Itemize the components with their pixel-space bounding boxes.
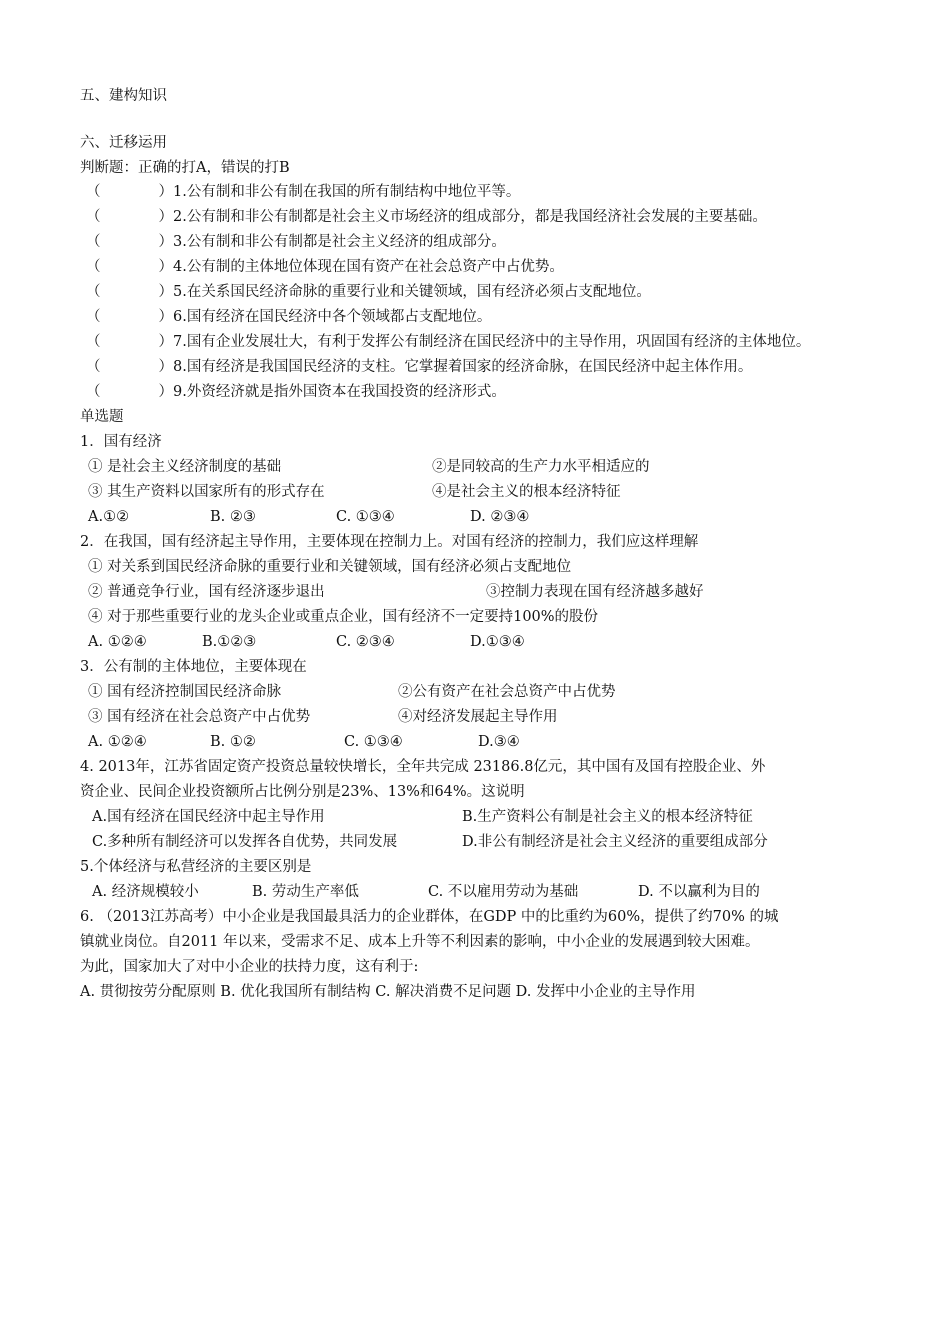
q3-statement-3: ③ 国有经济在社会总资产中占优势 <box>88 709 311 725</box>
tf-item-5: （ ）5.在关系国民经济命脉的重要行业和关键领域，国有经济必须占支配地位。 <box>86 284 651 300</box>
tf-item-1: （ ）1.公有制和非公有制在我国的所有制结构中地位平等。 <box>86 184 521 200</box>
q4-stem-line-1: 4. 2013年，江苏省固定资产投资总量较快增长，全年共完成 23186.8亿元，其中国有及国有控股企业、外 <box>80 759 766 775</box>
q3-option-b[interactable]: B. ①② <box>210 734 256 750</box>
tf-item-2: （ ）2.公有制和非公有制都是社会主义市场经济的组成部分，都是我国经济社会发展的主要基础。 <box>86 209 767 225</box>
q1-statement-4: ④是社会主义的根本经济特征 <box>432 484 621 500</box>
q2-statement-4: ④ 对于那些重要行业的龙头企业或重点企业，国有经济不一定要持100%的股份 <box>88 609 599 625</box>
q4-option-b[interactable]: B.生产资料公有制是社会主义的根本经济特征 <box>462 809 753 825</box>
q6-stem-line-2: 镇就业岗位。自2011 年以来，受需求不足、成本上升等不利因素的影响，中小企业的发展遇到较大困难。 <box>80 934 760 950</box>
q4-stem-line-2: 资企业、民间企业投资额所占比例分别是23%、13%和64%。这说明 <box>80 784 525 800</box>
q5-option-d[interactable]: D. 不以赢利为目的 <box>638 884 760 900</box>
q2-statement-2: ② 普通竞争行业，国有经济逐步退出 <box>88 584 325 600</box>
q3-option-c[interactable]: C. ①③④ <box>344 734 403 750</box>
tf-item-9: （ ）9.外资经济就是指外国资本在我国投资的经济形式。 <box>86 384 506 400</box>
q3-statement-2: ②公有资产在社会总资产中占优势 <box>398 684 616 700</box>
q4-option-c[interactable]: C.多种所有制经济可以发挥各自优势，共同发展 <box>92 834 398 850</box>
section-five-heading: 五、建构知识 <box>80 88 167 104</box>
q2-statement-1: ① 对关系到国民经济命脉的重要行业和关键领域，国有经济必须占支配地位 <box>88 559 572 575</box>
q5-option-b[interactable]: B. 劳动生产率低 <box>252 884 359 900</box>
section-six-heading: 六、迁移运用 <box>80 135 167 151</box>
q2-statement-3: ③控制力表现在国有经济越多越好 <box>486 584 704 600</box>
single-choice-heading: 单选题 <box>80 409 124 425</box>
q1-option-b[interactable]: B. ②③ <box>210 509 256 525</box>
tf-item-4: （ ）4.公有制的主体地位体现在国有资产在社会总资产中占优势。 <box>86 259 564 275</box>
q2-option-a[interactable]: A. ①②④ <box>88 634 147 650</box>
q1-option-c[interactable]: C. ①③④ <box>336 509 395 525</box>
q1-option-a[interactable]: A.①② <box>88 509 130 525</box>
q1-statement-2: ②是同较高的生产力水平相适应的 <box>432 459 650 475</box>
tf-item-7: （ ）7.国有企业发展壮大，有利于发挥公有制经济在国民经济中的主导作用，巩固国有经济的主体地位。 <box>86 334 811 350</box>
judge-instructions: 判断题：正确的打A，错误的打B <box>80 160 290 176</box>
q3-stem: 3．公有制的主体地位，主要体现在 <box>80 659 307 675</box>
q6-stem-line-3: 为此，国家加大了对中小企业的扶持力度，这有利于: <box>80 959 419 975</box>
q1-stem: 1．国有经济 <box>80 434 162 450</box>
q2-option-b[interactable]: B.①②③ <box>202 634 257 650</box>
q2-stem: 2．在我国，国有经济起主导作用，主要体现在控制力上。对国有经济的控制力，我们应这样理解 <box>80 534 699 550</box>
q6-options[interactable]: A. 贯彻按劳分配原则 B. 优化我国所有制结构 C. 解决消费不足问题 D. 发挥中小企业的主导作用 <box>80 984 696 1000</box>
q4-option-a[interactable]: A.国有经济在国民经济中起主导作用 <box>92 809 325 825</box>
q3-option-a[interactable]: A. ①②④ <box>88 734 147 750</box>
q4-option-d[interactable]: D.非公有制经济是社会主义经济的重要组成部分 <box>462 834 768 850</box>
q2-option-d[interactable]: D.①③④ <box>470 634 525 650</box>
tf-item-8: （ ）8.国有经济是我国国民经济的支柱。它掌握着国家的经济命脉，在国民经济中起主体作用。 <box>86 359 753 375</box>
q5-option-a[interactable]: A. 经济规模较小 <box>92 884 199 900</box>
q3-statement-4: ④对经济发展起主导作用 <box>398 709 558 725</box>
tf-item-3: （ ）3.公有制和非公有制都是社会主义经济的组成部分。 <box>86 234 506 250</box>
q1-statement-1: ① 是社会主义经济制度的基础 <box>88 459 282 475</box>
q6-stem-line-1: 6. （2013江苏高考）中小企业是我国最具活力的企业群体，在GDP 中的比重约为60%，提供了约70% 的城 <box>80 909 779 925</box>
q2-option-c[interactable]: C. ②③④ <box>336 634 395 650</box>
q5-option-c[interactable]: C. 不以雇用劳动为基础 <box>428 884 579 900</box>
q1-statement-3: ③ 其生产资料以国家所有的形式存在 <box>88 484 325 500</box>
q1-option-d[interactable]: D. ②③④ <box>470 509 530 525</box>
q5-stem: 5.个体经济与私营经济的主要区别是 <box>80 859 312 875</box>
q3-statement-1: ① 国有经济控制国民经济命脉 <box>88 684 282 700</box>
tf-item-6: （ ）6.国有经济在国民经济中各个领域都占支配地位。 <box>86 309 492 325</box>
q3-option-d[interactable]: D.③④ <box>478 734 520 750</box>
